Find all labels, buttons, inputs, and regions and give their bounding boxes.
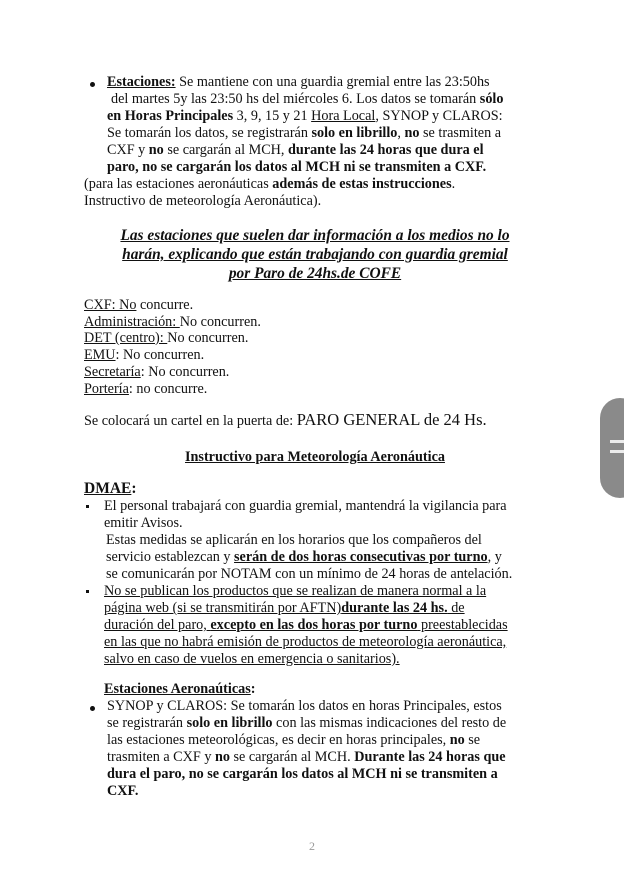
text-bold: durante las 24 horas que dura el (288, 142, 484, 158)
text: : No concurren. (140, 364, 230, 380)
aero-line4 (107, 749, 506, 765)
dmae-bullet2-line4: en las que no habrá emisión de productos de meteorología aeronáutica, (104, 634, 507, 650)
italic-heading-line-1: Las estaciones que suelen dar información a los medios no lo (120, 227, 510, 244)
hora-local: Hora Local (311, 108, 376, 124)
dmae-para1-line1: Estas medidas se aplicarán en los horarios que los compañeros del (106, 532, 482, 548)
side-drawer-handle[interactable] (600, 398, 624, 498)
text: se trasmiten a (419, 125, 502, 141)
dmae-bullet1-line1: El personal trabajará con guardia gremial, mantendrá la vigilancia para (104, 498, 507, 514)
text-bold: sólo (479, 91, 504, 107)
label: Secretaría (84, 364, 141, 380)
estaciones-line-3 (107, 108, 503, 124)
bullet-icon (90, 706, 95, 711)
sign-line (84, 412, 487, 429)
label: DET (centro): (84, 330, 168, 346)
page-number: 2 (309, 839, 315, 853)
text: página web (si se transmitirán por AFTN) (104, 600, 342, 616)
text: No concurren. (179, 314, 261, 330)
text-bold: solo en librillo (186, 715, 273, 731)
text-bold: no (214, 749, 230, 765)
text-bold: no (449, 732, 465, 748)
aero-line2 (107, 715, 506, 731)
bullet-icon (90, 82, 95, 87)
text-bold: CXF. (107, 783, 139, 799)
text-bold: excepto en las dos horas por turno (210, 617, 418, 633)
text: de (447, 600, 465, 616)
bullet-icon (86, 590, 89, 593)
dmae-bullet2-line1: No se publican los productos que se realizan de manera normal a la (104, 583, 487, 599)
note-line-2: Instructivo de meteorología Aeronáutica). (84, 193, 322, 209)
text: del martes 5y las 23:50 hs del miércoles 6. Los datos se tomarán (111, 91, 480, 107)
text: Se colocará un cartel en la puerta de: (84, 413, 297, 429)
text: trasmiten a CXF y (107, 749, 215, 765)
dmae-heading (84, 481, 137, 497)
text: se cargarán al MCH. (229, 749, 355, 765)
text-bold: paro, no se cargarán los datos al MCH ni se transmiten a CXF. (107, 159, 487, 175)
text-bold: además de estas instrucciones (272, 176, 452, 192)
text-bold: no (148, 142, 164, 158)
dmae-bullet2-line3 (104, 617, 508, 633)
estaciones-line-1 (107, 74, 490, 90)
text: : (131, 480, 137, 497)
attendance-porteria (84, 381, 207, 397)
italic-heading-line-2: harán, explicando que están trabajando con guardia gremial (122, 246, 508, 263)
text: , SYNOP y CLAROS: (375, 108, 503, 124)
estaciones-line-6 (107, 159, 486, 175)
aero-label: Estaciones Aeronaúticas (104, 681, 251, 697)
text: se cargarán al MCH, (163, 142, 289, 158)
label: EMU (84, 347, 116, 363)
dmae-label: DMAE (84, 480, 132, 497)
dmae-bullet1-line2: emitir Avisos. (104, 515, 183, 531)
estaciones-label: Estaciones: (107, 74, 176, 90)
label: Portería (84, 381, 129, 397)
text-bold: en Horas Principales (107, 108, 234, 124)
text: CXF y (107, 142, 149, 158)
text-bold: durante las 24 hs. (341, 600, 448, 616)
aero-line3 (107, 732, 480, 748)
bullet-icon (86, 505, 89, 508)
text-bold: Durante las 24 horas que (354, 749, 506, 765)
text: : (250, 681, 256, 697)
text: las estaciones meteorológicas, es decir en horas principales, (107, 732, 450, 748)
dmae-para1-line3: se comunicarán por NOTAM con un mínimo de 24 horas de antelación. (106, 566, 513, 582)
attendance-secretaria (84, 364, 229, 380)
attendance-emu (84, 347, 204, 363)
estaciones-line-4 (107, 125, 501, 141)
dmae-bullet2-line2 (104, 600, 465, 616)
text: 3, 9, 15 y 21 (233, 108, 312, 124)
estaciones-line-2 (111, 91, 503, 107)
dmae-bullet2-line5: salvo en caso de vuelos en emergencia o sanitarios). (104, 651, 400, 667)
estaciones-line-5 (107, 142, 484, 158)
text: concurre. (136, 297, 194, 313)
note-line-1 (84, 176, 455, 192)
text: se registrarán (107, 715, 187, 731)
attendance-cxf (84, 297, 193, 313)
text-bold: dura el paro, no se cargarán los datos al MCH ni se transmiten a (107, 766, 498, 782)
text: servicio establezcan y (106, 549, 235, 565)
italic-heading-line-3: por Paro de 24hs.de COFE (228, 265, 402, 282)
text: Se tomarán los datos, se registrarán (107, 125, 312, 141)
text: No concurren. (167, 330, 249, 346)
aero-line5 (107, 766, 498, 782)
aero-line1: SYNOP y CLAROS: Se tomarán los datos en horas Principales, estos (107, 698, 502, 714)
instructivo-title: Instructivo para Meteorología Aeronáutica (185, 449, 445, 465)
sign-big-text: PARO GENERAL de 24 Hs. (296, 410, 487, 429)
text: con las mismas indicaciones del resto de (272, 715, 507, 731)
label: Administración: (84, 314, 180, 330)
text: se (464, 732, 481, 748)
label: CXF: No (84, 297, 137, 313)
text: , y (487, 549, 502, 565)
aero-line6 (107, 783, 138, 799)
text: , (397, 125, 405, 141)
dmae-para1-line2 (106, 549, 502, 565)
text: : no concurre. (128, 381, 208, 397)
text: : No concurren. (115, 347, 205, 363)
text: preestablecidas (417, 617, 508, 633)
attendance-det (84, 330, 248, 346)
text: duración del paro, (104, 617, 211, 633)
text: (para las estaciones aeronáuticas (84, 176, 273, 192)
aero-heading (104, 681, 255, 697)
text: Se mantiene con una guardia gremial entre las 23:50hs (175, 74, 490, 90)
attendance-administracion (84, 314, 261, 330)
text-bold: no (404, 125, 420, 141)
text: . (451, 176, 456, 192)
text-bold: solo en librillo (311, 125, 398, 141)
text-bold: serán de dos horas consecutivas por turno (234, 549, 488, 565)
